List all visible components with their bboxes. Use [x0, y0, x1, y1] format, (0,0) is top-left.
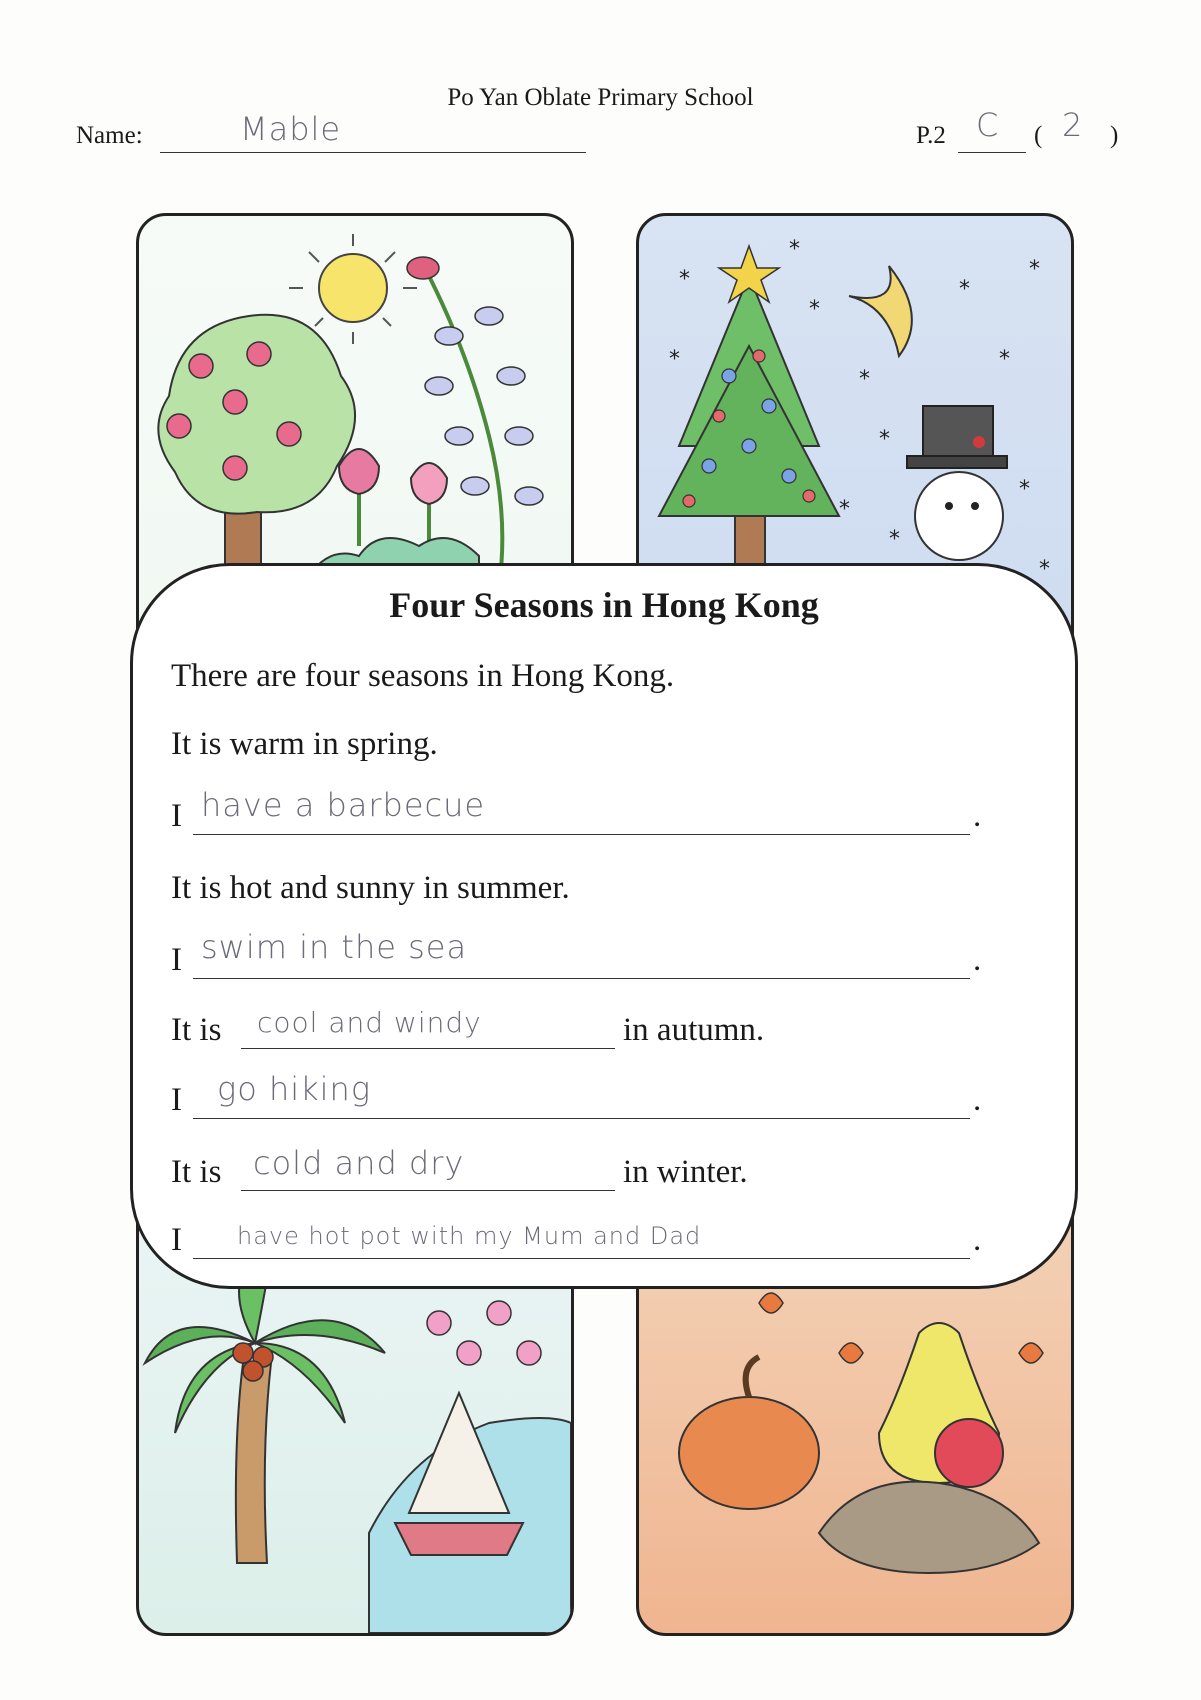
- svg-text:*: *: [889, 527, 900, 552]
- summer-pronoun: I: [171, 942, 182, 978]
- svg-text:*: *: [1039, 557, 1050, 582]
- svg-text:*: *: [1019, 477, 1030, 502]
- autumn-weather[interactable]: cool and windy: [257, 1006, 482, 1039]
- svg-text:*: *: [809, 297, 820, 322]
- pumpkin-icon: [679, 1357, 819, 1509]
- spring-pronoun: I: [171, 798, 182, 834]
- worksheet-card: [130, 563, 1078, 1289]
- tulip-icon: [339, 449, 447, 546]
- number-close: ): [1110, 122, 1119, 149]
- winter-prefix: It is: [171, 1154, 222, 1190]
- autumn-period: .: [973, 1082, 982, 1118]
- svg-text:*: *: [669, 347, 680, 372]
- name-label: Name:: [76, 122, 143, 149]
- name-line: [160, 124, 586, 153]
- winter-pronoun: I: [171, 1222, 182, 1258]
- spring-period: .: [973, 798, 982, 834]
- summer-period: .: [973, 942, 982, 978]
- autumn-activity[interactable]: go hiking: [217, 1070, 372, 1108]
- summer-activity[interactable]: swim in the sea: [201, 928, 468, 966]
- winter-period: .: [973, 1222, 982, 1258]
- class-value: C: [976, 106, 1000, 144]
- flower-pot-icon: [427, 1301, 541, 1365]
- snowman-icon: [907, 406, 1007, 560]
- svg-text:*: *: [959, 277, 970, 302]
- worksheet-title: Four Seasons in Hong Kong: [389, 585, 819, 625]
- summer-sentence: It is hot and sunny in summer.: [171, 870, 570, 906]
- autumn-pronoun: I: [171, 1082, 182, 1118]
- name-value: Mable: [240, 110, 342, 148]
- svg-text:*: *: [859, 367, 870, 392]
- spring-activity[interactable]: have a barbecue: [201, 786, 486, 824]
- moon-icon: [849, 266, 912, 356]
- winter-suffix: in winter.: [623, 1154, 748, 1190]
- christmas-tree-icon: [659, 246, 839, 576]
- flower-tree-icon: [158, 315, 355, 586]
- class-label: P.2: [916, 122, 946, 149]
- svg-text:*: *: [999, 347, 1010, 372]
- spring-sentence: It is warm in spring.: [171, 726, 438, 762]
- intro-sentence: There are four seasons in Hong Kong.: [171, 658, 675, 694]
- svg-text:*: *: [879, 427, 890, 452]
- winter-weather[interactable]: cold and dry: [253, 1144, 465, 1182]
- svg-text:*: *: [839, 497, 850, 522]
- svg-text:*: *: [789, 237, 800, 262]
- winter-activity[interactable]: have hot pot with my Mum and Dad: [237, 1222, 702, 1250]
- autumn-prefix: It is: [171, 1012, 222, 1048]
- number-value: 2: [1062, 106, 1084, 144]
- apple-icon: [935, 1419, 1003, 1487]
- svg-text:*: *: [679, 267, 690, 292]
- school-name: Po Yan Oblate Primary School: [447, 84, 754, 111]
- svg-text:*: *: [1029, 257, 1040, 282]
- number-open: (: [1034, 122, 1043, 149]
- hedgehog-icon: [819, 1482, 1039, 1573]
- autumn-suffix: in autumn.: [623, 1012, 765, 1048]
